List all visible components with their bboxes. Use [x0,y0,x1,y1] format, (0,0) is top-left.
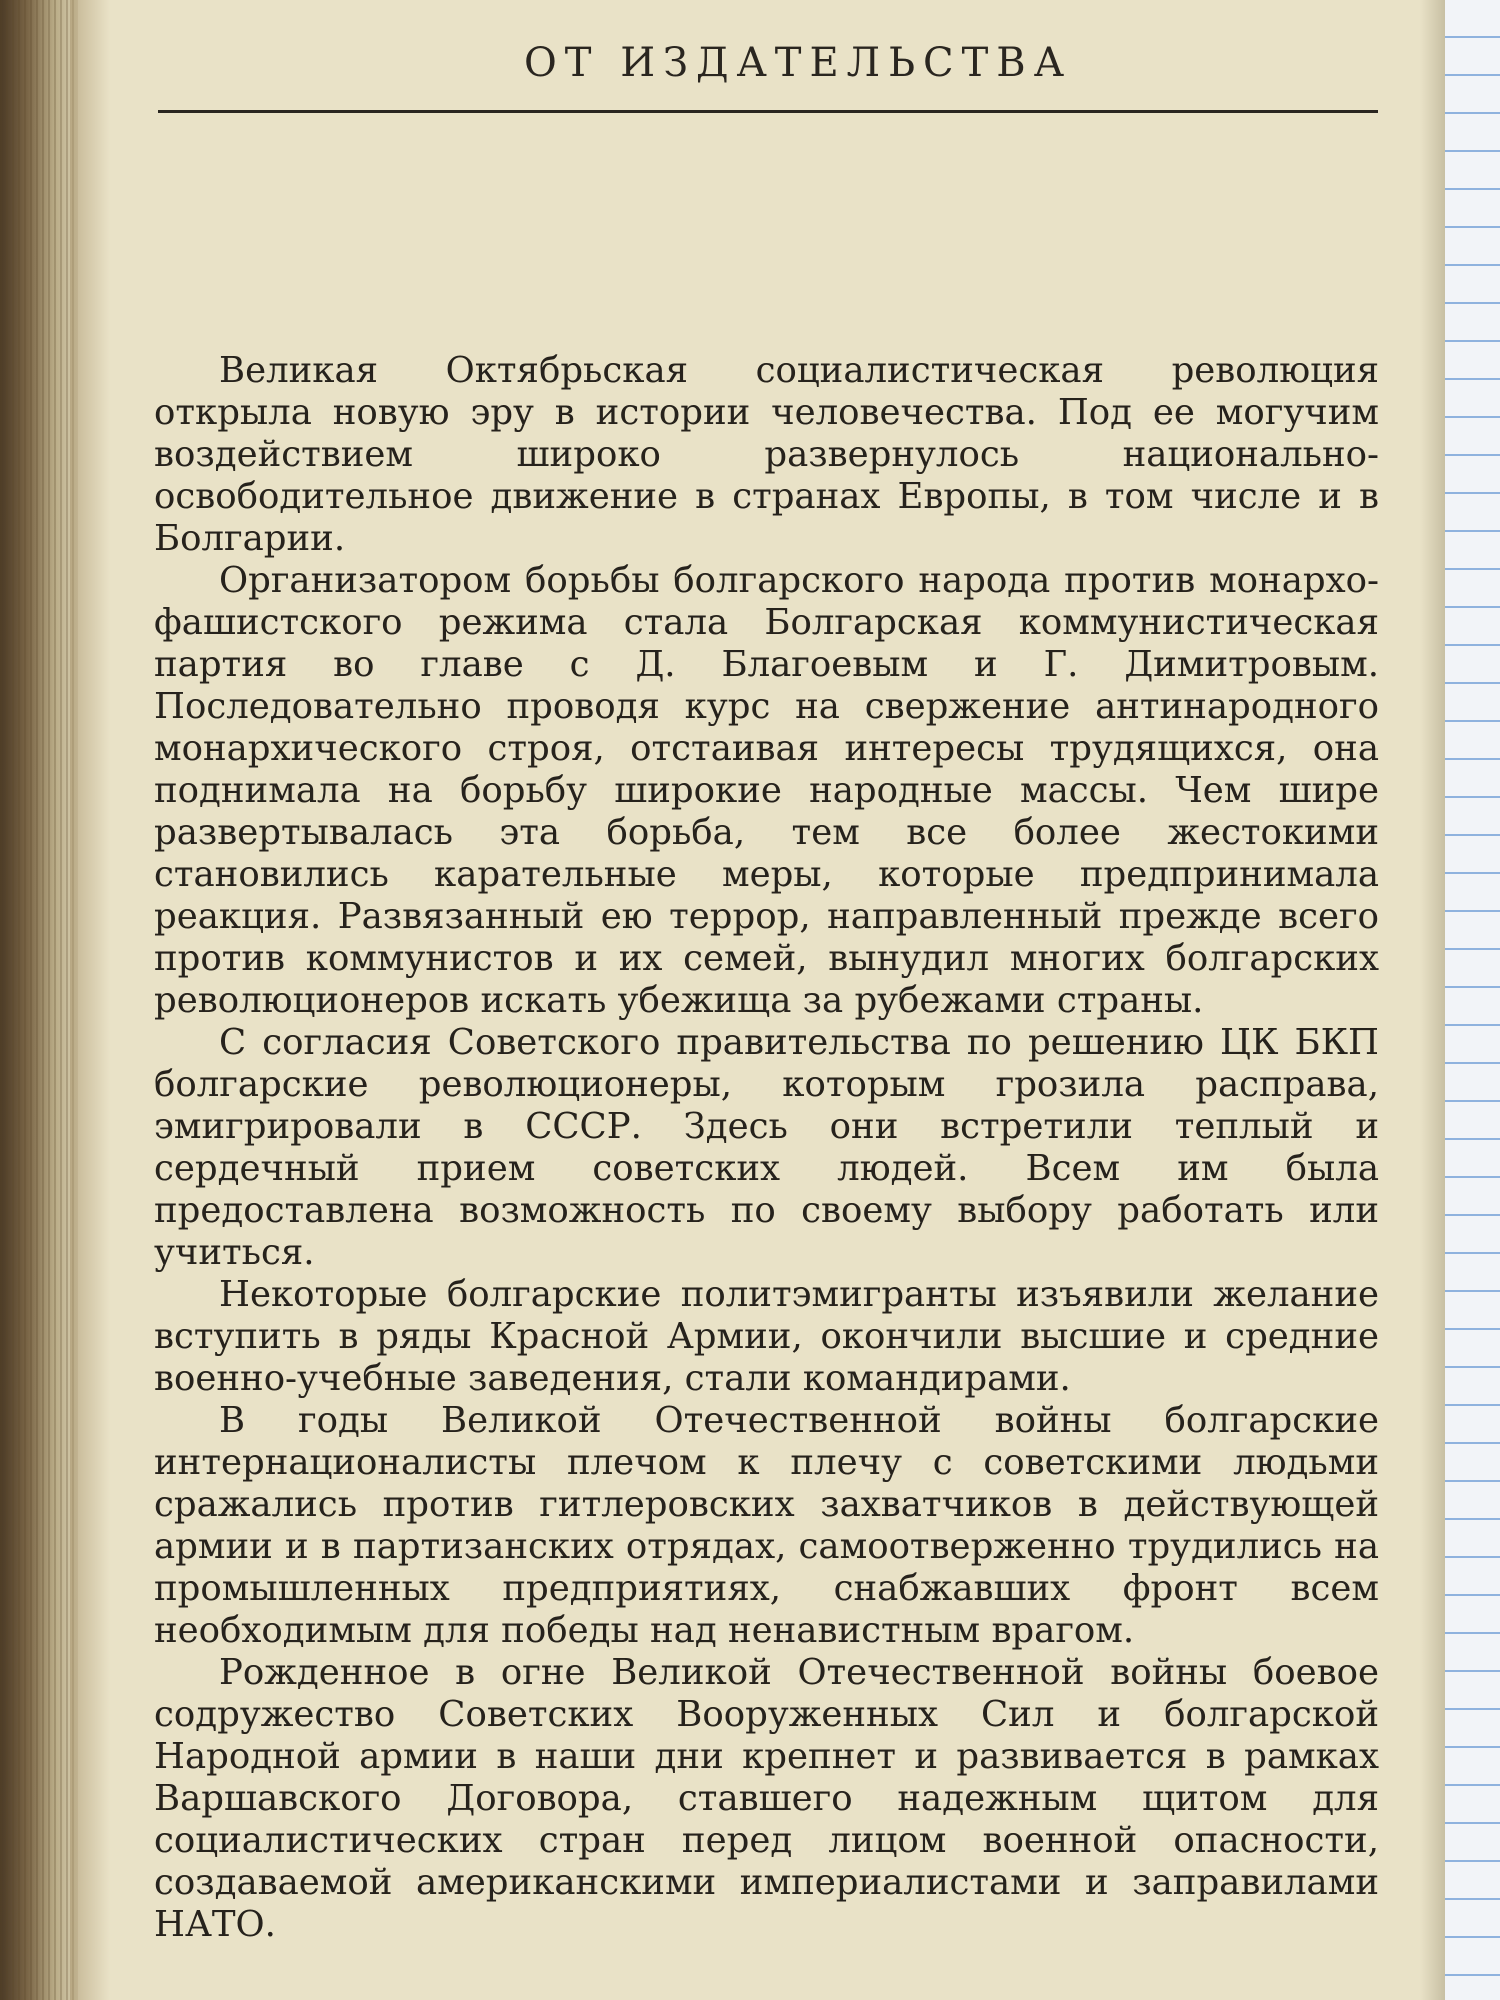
paragraph: Организатором борьбы болгарского народа против монархо-фашистского режима стала Болгарская коммунистическая партия во главе с Д. Благоевым и Г. Димитровым. Последовательно проводя курс на свержение антинародного монархического строя, отстаивая интересы трудящихся, она поднимала на борьбу широкие народные массы. Чем шире развертывалась эта борьба, тем все более жестокими становились карательные меры, которые предпринимала реакция. Развязанный ею террор, направленный прежде всего против коммунистов и их семей, вынудил многих болгарских революционеров искать убежища за рубежами страны. [154,560,1379,1021]
book-page [118,0,1418,2000]
paragraph: Великая Октябрьская социалистическая революция открыла новую эру в истории человечества. Под ее могучим воздействием широко развернулось национально-освободительное движение в странах Европы, в том числе и в Болгарии. [154,350,1379,559]
paragraph: В годы Великой Отечественной войны болгарские интернационалисты плечом к плечу с советскими людьми сражались против гитлеровских захватчиков в действующей армии и в партизанских отрядах, самоотверженно трудились на промышленных предприятиях, снабжавших фронт всем необходимым для победы над ненавистным врагом. [154,1400,1379,1651]
spine-edge [70,0,110,2000]
paragraph: Некоторые болгарские политэмигранты изъявили желание вступить в ряды Красной Армии, окончили высшие и средние военно-учебные заведения, стали командирами. [154,1274,1379,1399]
heading-rule [158,110,1378,113]
paragraph: С согласия Советского правительства по решению ЦК БКП болгарские революционеры, которым грозила расправа, эмигрировали в СССР. Здесь они встретили теплый и сердечный прием советских людей. Всем им была предоставлена возможность по своему выбору работать или учиться. [154,1022,1379,1273]
page-heading: ОТ ИЗДАТЕЛЬСТВА [524,40,1072,86]
notebook-paper [1445,0,1500,2000]
body-text [154,350,1379,1946]
page-edge-shadow [1420,0,1448,2000]
book-spine [0,0,78,2000]
paragraph: Рожденное в огне Великой Отечественной войны боевое содружество Советских Вооруженных Сил и болгарской Народной армии в наши дни крепнет и развивается в рамках Варшавского Договора, ставшего надежным щитом для социалистических стран перед лицом военной опасности, создаваемой американскими империалистами и заправилами НАТО. [154,1652,1379,1945]
